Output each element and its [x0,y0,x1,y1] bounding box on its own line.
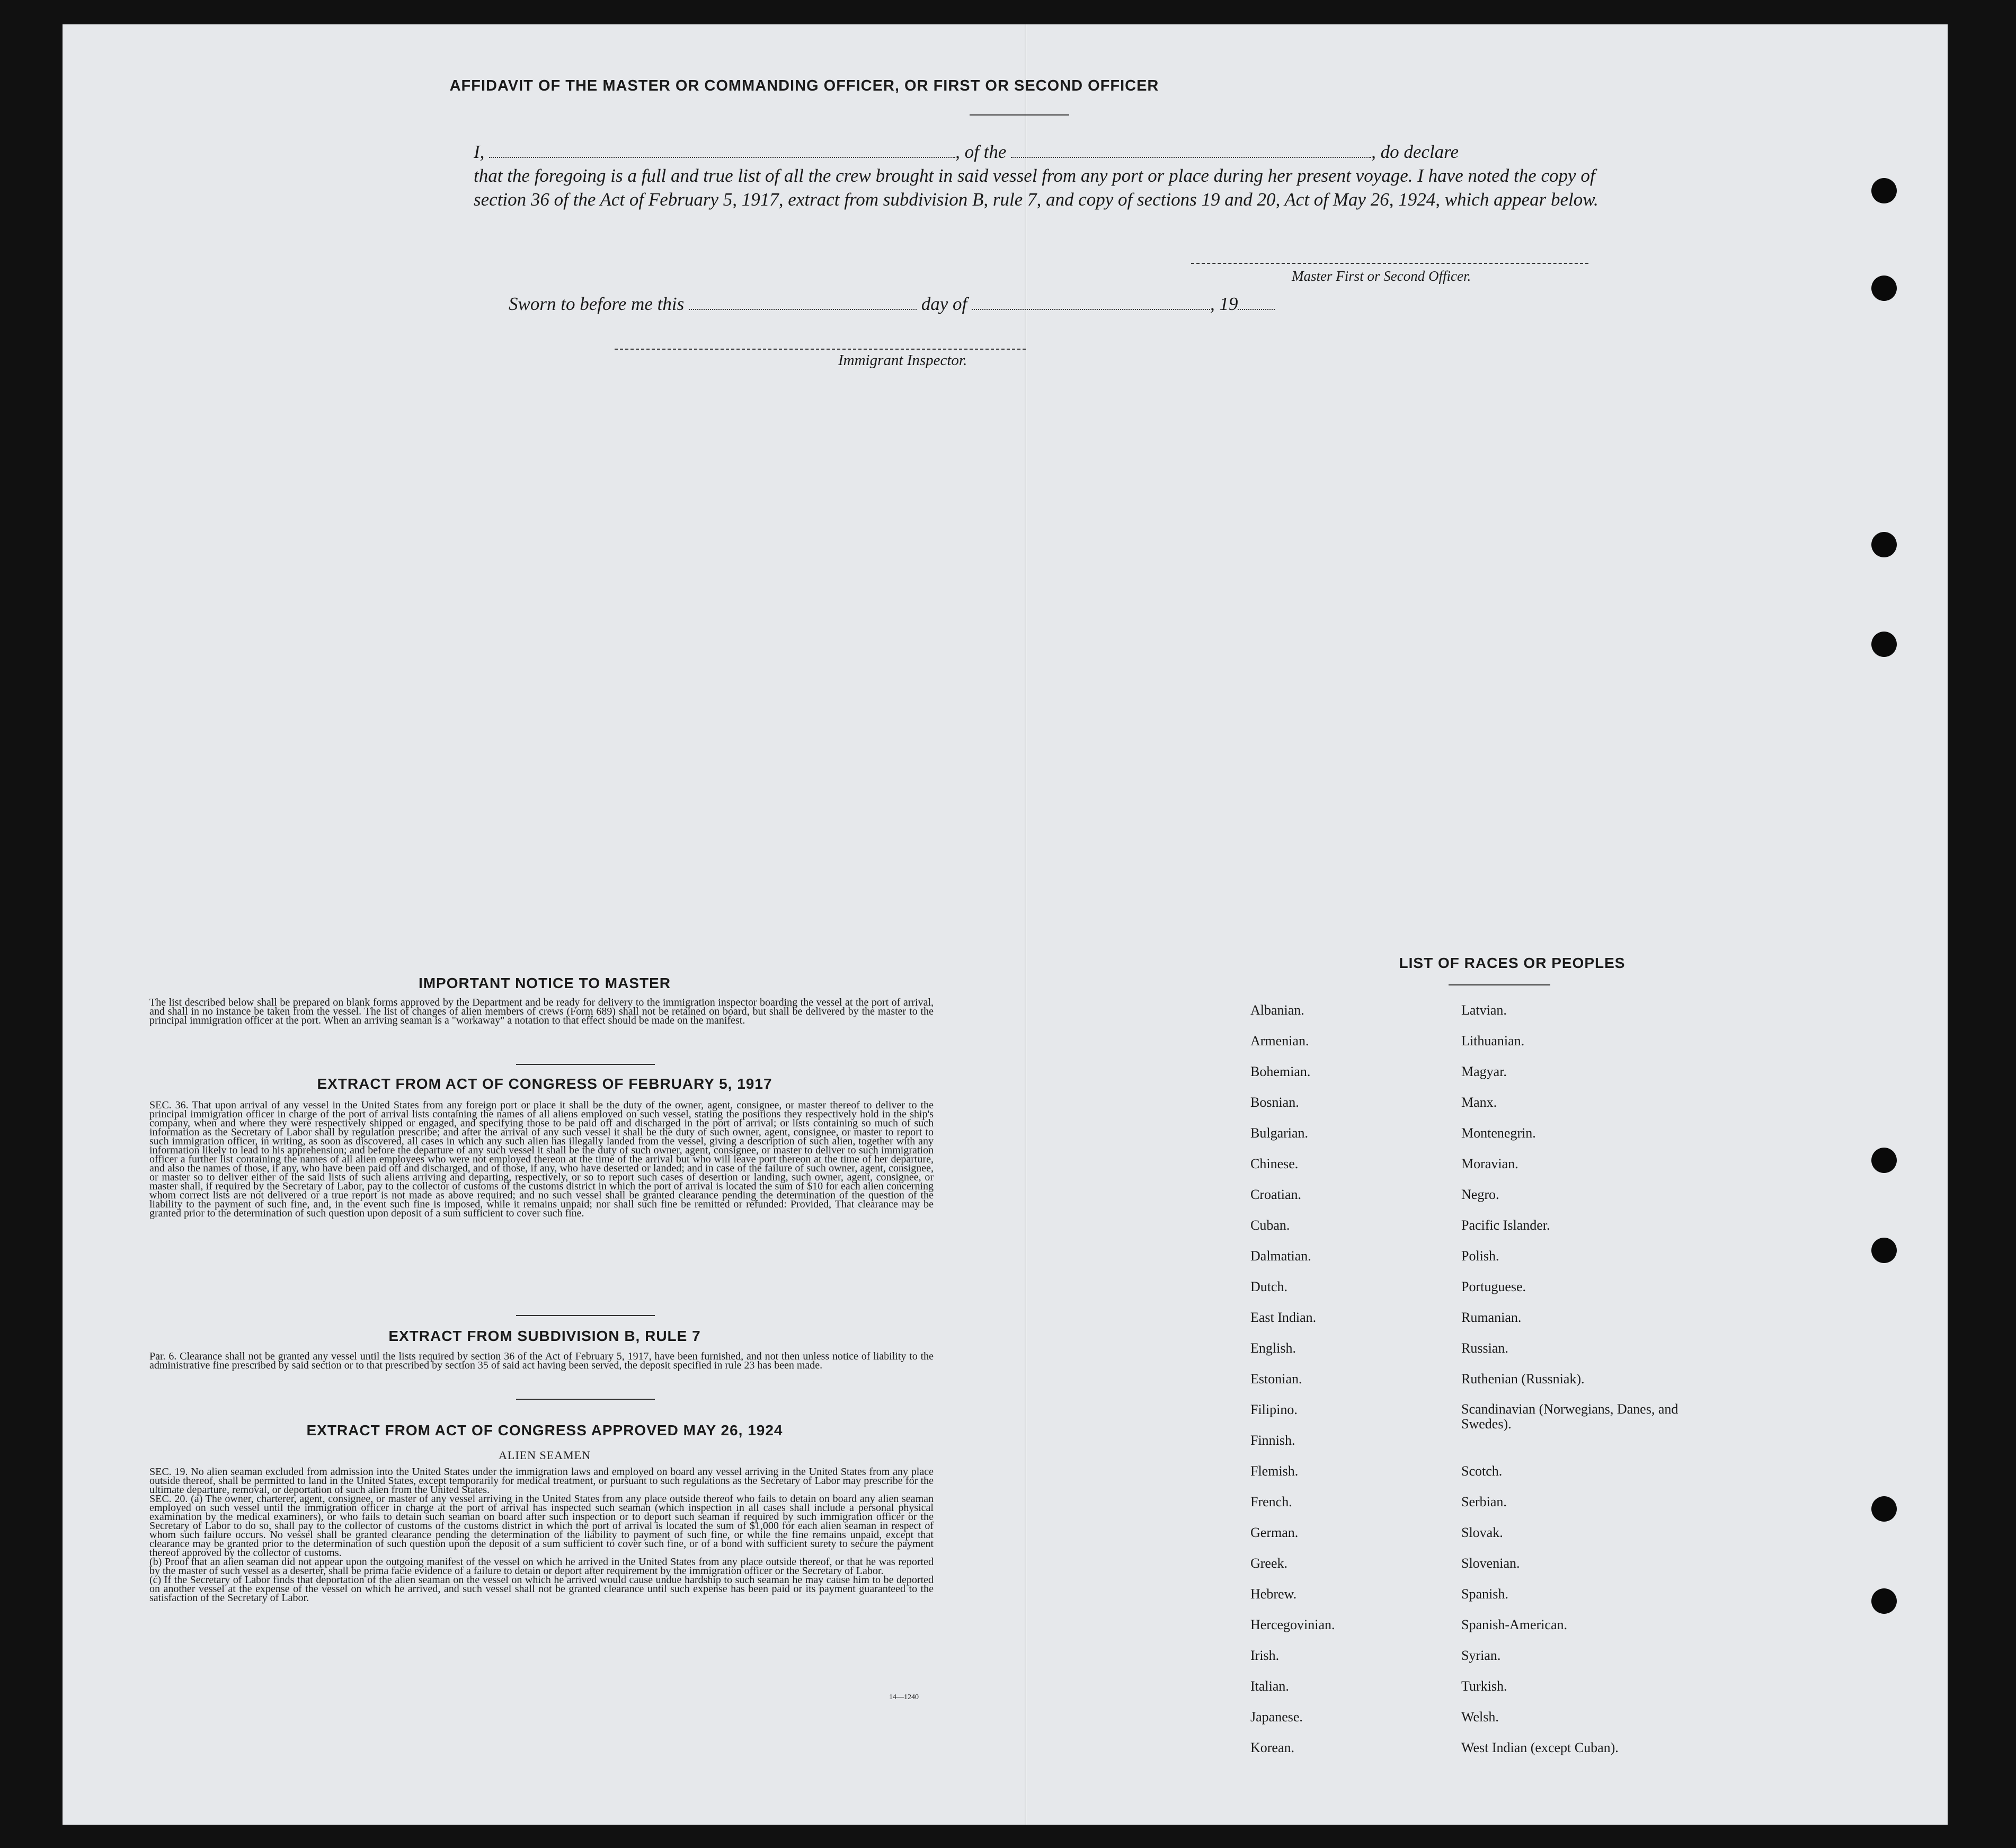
binder-hole [1871,1238,1897,1263]
i-label: I, [474,141,485,162]
race-item: Croatian. [1250,1187,1302,1202]
race-item: Portuguese. [1461,1279,1526,1294]
binder-hole [1871,632,1897,657]
race-item: Scandinavian (Norwegians, Danes, and Swedes). [1461,1401,1678,1432]
notice-divider [516,1064,655,1065]
race-item: Montenegrin. [1461,1125,1536,1141]
race-item: Serbian. [1461,1494,1507,1509]
race-item: Dutch. [1250,1279,1288,1294]
do-declare-label: , do declare [1371,141,1459,162]
race-item: Latvian. [1461,1002,1507,1018]
race-item: Lithuanian. [1461,1033,1525,1049]
race-item: Hercegovinian. [1250,1617,1335,1632]
race-item: Spanish-American. [1461,1617,1568,1632]
race-item: Hebrew. [1250,1586,1297,1602]
race-item: Estonian. [1250,1371,1302,1387]
race-item: Japanese. [1250,1709,1303,1725]
race-item: Pacific Islander. [1461,1218,1550,1233]
race-item: Negro. [1461,1187,1499,1202]
race-item: Korean. [1250,1740,1295,1755]
year-prefix-label: , 19 [1210,294,1238,314]
sec-20a-paragraph: SEC. 20. (a) The owner, charterer, agent, consignee, or master of any vessel arriving in the United States from any place outside thereof who fails to detain on board any alien seaman employed on such vessel until the immigration officer in charge at the port of arrival has inspected such seaman (which inspection in all cases shall include a personal physical examination by the medical examiners), or who fails to detain such seaman on board after such inspection or to deport such seaman if required by such immigration officer or the Secretary of Labor to do so, shall pay to the collector of customs of the customs district in which the port of arrival is located the sum of $1,000 for each alien seaman in respect of whom such failure occurs. No vessel shall be granted clearance pending the determination of the liability to payment of such fine, or while the fine remains unpaid, except that clearance may be granted prior to the determination of such question upon the deposit of a sum sufficient to cover such fine, or of a bond with sufficient surety to secure the payment thereof approved by the collector of customs. [149,1493,934,1559]
binder-hole [1871,1148,1897,1173]
race-item: Polish. [1461,1248,1499,1264]
affidavit-title: AFFIDAVIT OF THE MASTER OR COMMANDING OFFICER, OR FIRST OR SECOND OFFICER [449,77,1159,94]
race-item: Chinese. [1250,1156,1299,1171]
binder-hole [1871,178,1897,203]
race-item: Armenian. [1250,1033,1309,1049]
title-divider [970,114,1069,116]
sworn-day-blank[interactable] [689,295,917,310]
sworn-month-blank[interactable] [972,295,1210,310]
races-right-column [1461,1002,1684,1771]
affidavit-statement: that the foregoing is a full and true list of all the crew brought in said vessel from any port or place during her present voyage. I have noted the copy of section 36 of the Act of February 5, 1917, extract from subdivision B, rule 7, and copy of sections 19 and 20, Act of May 26, 1924, which appear below. [474,165,1598,210]
binder-hole [1871,1588,1897,1614]
extract-rule7-text: Par. 6. Clearance shall not be granted any vessel until the lists required by section 36 of the Act of February 5, 1917, have been furnished, and not then unless notice of liability to the administrative fine prescribed by said section or to that prescribed by section 35 of said act having been served, the deposit specified in rule 23 has been made. [149,1351,934,1371]
race-item: Turkish. [1461,1678,1507,1694]
race-item: Spanish. [1461,1586,1508,1602]
race-item: Cuban. [1250,1218,1290,1233]
race-item: Slovenian. [1461,1556,1520,1571]
binder-hole [1871,1496,1897,1522]
race-item: Moravian. [1461,1156,1518,1171]
race-item: French. [1250,1494,1292,1509]
race-item: Greek. [1250,1556,1288,1571]
affidavit-body [474,140,1623,211]
race-item: Dalmatian. [1250,1248,1311,1264]
declarant-name-blank[interactable] [489,143,955,158]
race-item: Bohemian. [1250,1064,1311,1079]
race-item: Scotch. [1461,1463,1503,1479]
race-item: Bosnian. [1250,1095,1299,1110]
race-item: English. [1250,1340,1296,1356]
declarant-line [474,140,1623,164]
races-title: LIST OF RACES OR PEOPLES [1399,955,1626,971]
race-item: Slovak. [1461,1525,1503,1540]
race-item: Filipino. [1250,1402,1298,1417]
race-item: Rumanian. [1461,1310,1522,1325]
race-item: Welsh. [1461,1709,1499,1725]
extract-1917-title: EXTRACT FROM ACT OF CONGRESS OF FEBRUARY 5, 1917 [317,1076,772,1092]
form-number: 14—1240 [889,1693,919,1701]
master-signature-line[interactable] [1191,263,1588,264]
extract-rule7-divider [516,1399,655,1400]
binder-hole [1871,276,1897,301]
race-item: Italian. [1250,1678,1289,1694]
sec-20c-paragraph: (c) If the Secretary of Labor finds that deportation of the alien seaman on the vessel on which he arrived would cause undue hardship to such seaman he may cause him to be deported on another vessel at the expense of the vessel on which he arrived, and such vessel shall not be granted clearance until such expense has been paid or its payment guaranteed to the satisfaction of the Secretary of Labor. [149,1574,934,1604]
races-left-column [1250,1002,1335,1771]
sec-19-paragraph: SEC. 19. No alien seaman excluded from admission into the United States under the immigration laws and employed on board any vessel arriving in the United States from any place outside thereof, shall be permitted to land in the United States, except temporarily for medical treatment, or pursuant to such regulations as the Secretary of Labor may prescribe for the ultimate departure, removal, or deportation of such alien from the United States. [149,1466,934,1496]
alien-seamen-subtitle: ALIEN SEAMEN [499,1449,591,1462]
extract-1924-title: EXTRACT FROM ACT OF CONGRESS APPROVED MAY 26, 1924 [306,1422,783,1438]
day-of-label: day of [921,294,967,314]
inspector-label: Immigrant Inspector. [838,352,967,369]
race-item: Manx. [1461,1095,1497,1110]
race-item: Syrian. [1461,1648,1501,1663]
race-item: West Indian (except Cuban). [1461,1740,1619,1755]
race-item: Albanian. [1250,1002,1304,1018]
races-divider [1449,984,1550,985]
document-page [63,24,1948,1825]
race-item: Bulgarian. [1250,1125,1309,1141]
extract-1917-text: SEC. 36. That upon arrival of any vessel in the United States from any foreign port or place it shall be the duty of the owner, agent, consignee, or master thereof to deliver to the principal immigration officer in charge of the port of arrival lists containing the names of all aliens employed on such vessel, stating the positions they respectively hold in the ship's company, when and where they were respectively shipped or engaged, and specifying those to be paid off and discharged in the port of arrival; or lists containing so much of such information as the Secretary of Labor shall by regulation prescribe; and after the arrival of any such vessel it shall be the duty of such owner, agent, consignee, or master to report to such immigration officer, in writing, as soon as discovered, all cases in which any such alien has illegally landed from the vessel, giving a description of such alien, together with any information likely to lead to his apprehension; and before the departure of any such vessel it shall be the duty of such owner, agent, consignee, or master to deliver to such immigration officer a further list containing the names of all alien employees who were not employed thereon at the time of the arrival but who will leave port thereon at the time of her departure, and also the names of those, if any, who have been paid off and discharged, and of those, if any, who have deserted or landed; and in case of the failure of such owner, agent, consignee, or master so to deliver either of the said lists of such aliens arriving and departing, respectively, or so to report such cases of desertion or landing, such owner, agent, consignee, or master shall, if required by the Secretary of Labor, pay to the collector of customs of the customs district in which the port of arrival is located the sum of $10 for each alien concerning whom correct lists are not delivered or a true report is not made as above required; and no such vessel shall be granted clearance pending the determination of the question of the liability to the payment of such fine, and, in the event such fine is imposed, while it remains unpaid; nor shall such fine be remitted or refunded: Provided, That clearance may be granted prior to the determination of such question upon deposit of a sum sufficient to cover such fine. [149,1099,934,1219]
race-item: German. [1250,1525,1299,1540]
race-item: Ruthenian (Russniak). [1461,1371,1585,1387]
race-item: Irish. [1250,1648,1280,1663]
binder-hole [1871,532,1897,557]
inspector-signature-line[interactable] [615,349,1026,350]
race-item: Flemish. [1250,1463,1299,1479]
extract-1924-text [149,1468,934,1603]
extract-1917-divider [516,1315,655,1316]
race-item: Russian. [1461,1340,1508,1356]
race-item: Magyar. [1461,1064,1507,1079]
sworn-line [509,294,1275,315]
notice-text: The list described below shall be prepared on blank forms approved by the Department and be ready for delivery to the immigration inspector boarding the vessel at the port of arrival, and shall in no instance be taken from the vessel. The list of changes of alien members of crews (Form 689) shall not be retained on board, but shall be delivered by the master to the principal immigration officer at the port. When an arriving seaman is a "workaway" a notation to that effect should be made on the manifest. [149,997,934,1026]
sworn-year-blank[interactable] [1238,295,1275,310]
race-item: Finnish. [1250,1433,1295,1448]
master-signature-label: Master First or Second Officer. [1292,268,1471,284]
notice-title: IMPORTANT NOTICE TO MASTER [418,975,671,991]
vessel-name-blank[interactable] [1011,143,1371,158]
sworn-label: Sworn to before me this [509,294,685,314]
race-item: East Indian. [1250,1310,1317,1325]
of-the-label: , of the [955,141,1007,162]
extract-rule7-title: EXTRACT FROM SUBDIVISION B, RULE 7 [388,1328,701,1344]
sec-20b-paragraph: (b) Proof that an alien seaman did not appear upon the outgoing manifest of the vessel on which he arrived in the United States from any place outside thereof, or that he was reported by the master of such vessel as a deserter, shall be prima facie evidence of a failure to detain or deport after requirement by the immigration officer or the Secretary of Labor. [149,1556,934,1577]
